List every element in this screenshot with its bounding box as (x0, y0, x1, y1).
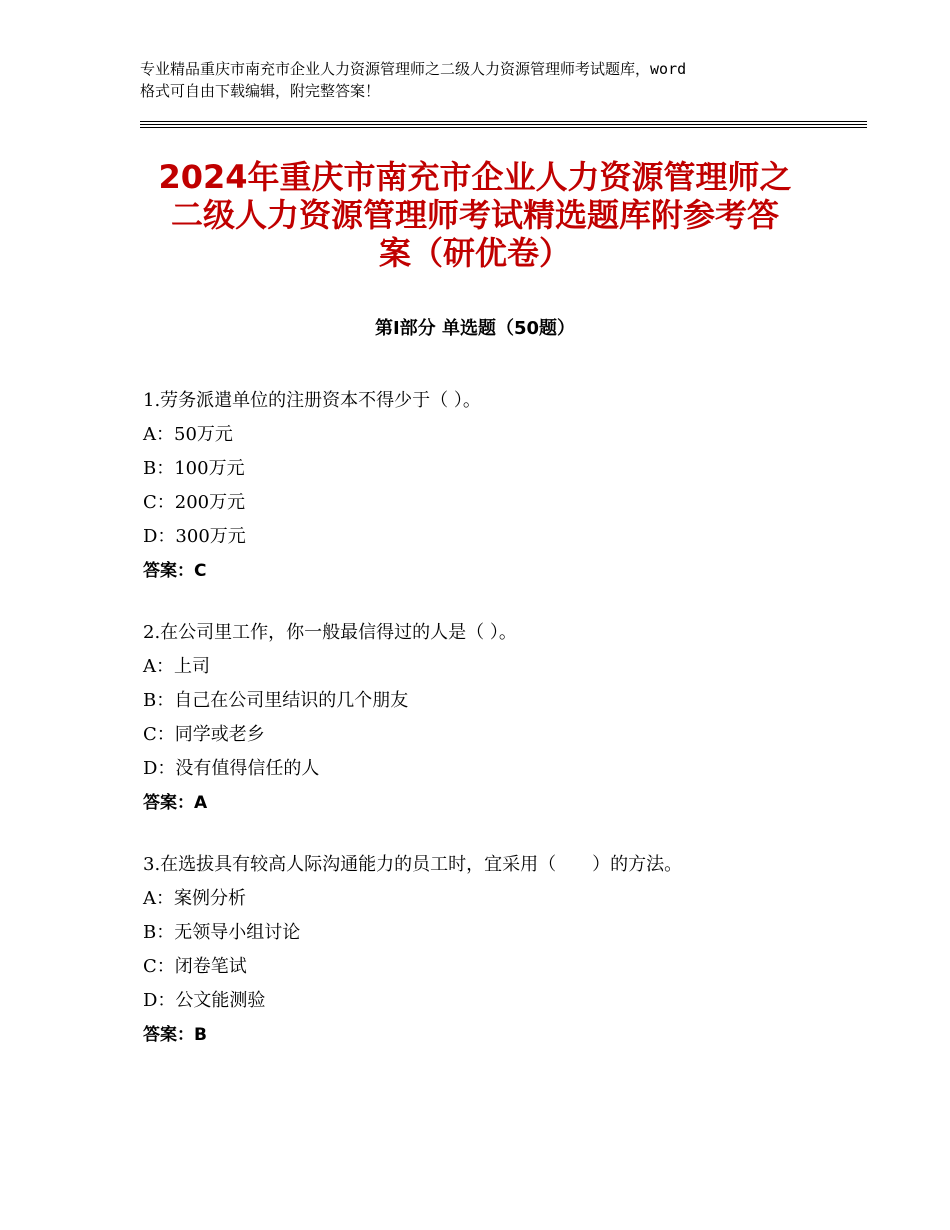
answer-label: 答案：B (143, 1025, 207, 1045)
question-3 (143, 848, 843, 1052)
question-2 (143, 616, 843, 820)
option-c: C：同学或老乡 (143, 724, 265, 745)
section-title: 第Ⅰ部分 单选题（50题） (374, 318, 575, 339)
question-stem: 2.在公司里工作，你一般最信得过的人是（ ）。 (143, 622, 517, 643)
option-d: D：300万元 (143, 526, 246, 547)
answer-label: 答案：A (143, 793, 208, 813)
option-b: B：无领导小组讨论 (143, 922, 301, 943)
option-d: D：没有值得信任的人 (143, 758, 320, 779)
option-a: A：上司 (143, 656, 210, 677)
header-rule (140, 121, 867, 122)
question-stem: 3.在选拔具有较高人际沟通能力的员工时，宜采用（ ）的方法。 (143, 854, 683, 875)
document-title-line-2: 二级人力资源管理师考试精选题库附参考答 (170, 196, 779, 234)
answer-label: 答案：C (143, 561, 207, 581)
document-title-line-1: 2024年重庆市南充市企业人力资源管理师之 (158, 158, 792, 196)
option-d: D：公文能测验 (143, 990, 266, 1011)
header-note-line-1: 专业精品重庆市南充市企业人力资源管理师之二级人力资源管理师考试题库，word (140, 60, 687, 78)
document-title (140, 158, 810, 272)
option-b: B：100万元 (143, 458, 245, 479)
question-stem: 1.劳务派遣单位的注册资本不得少于（ ）。 (143, 390, 481, 411)
option-b: B：自己在公司里结识的几个朋友 (143, 690, 409, 711)
header-note (140, 58, 830, 102)
document-title-line-3: 案（研优卷） (378, 234, 571, 272)
header-note-line-2: 格式可自由下载编辑，附完整答案！ (140, 82, 381, 100)
option-a: A：案例分析 (143, 888, 246, 909)
question-1 (143, 384, 843, 588)
header-rule (140, 127, 867, 128)
option-c: C：200万元 (143, 492, 246, 513)
option-a: A：50万元 (143, 424, 233, 445)
header-rule (140, 124, 867, 125)
question-list (143, 384, 843, 1080)
option-c: C：闭卷笔试 (143, 956, 247, 977)
